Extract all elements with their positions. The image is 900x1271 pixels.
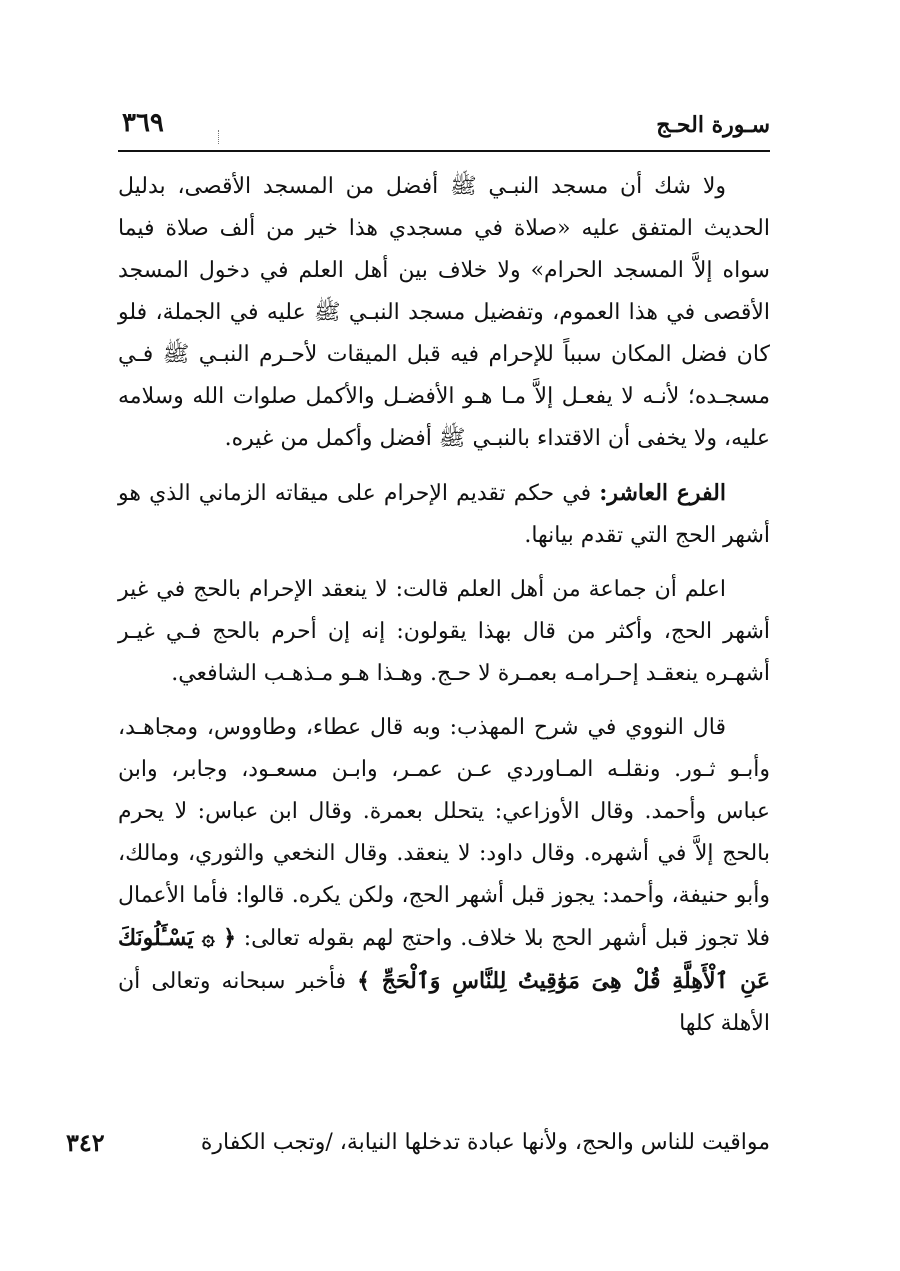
paragraph-1 xyxy=(118,166,770,460)
paragraph-text: اعلم أن جماعة من أهل العلم قالت: لا ينعقد الإحرام بالحج في غير أشهر الحج، وأكثر من قال بهذا يقولون: إنه إن أحرم بالحج فـي غيـر أشهـره ينعقـد إحـرامـه بعمـرة لا حـج. وهـذا هـو مـذهـب الشافعي. xyxy=(118,577,770,686)
header-divider-mark xyxy=(218,130,220,144)
page-header xyxy=(118,100,770,150)
paragraph-text-after-verse: فأخبر سبحانه وتعالى أن الأهلة كلها xyxy=(118,969,770,1036)
header-rule xyxy=(118,150,770,152)
final-line: مواقيت للناس والحج، ولأنها عبادة تدخلها النيابة، /وتجب الكفارة xyxy=(200,1130,770,1155)
paragraph-text: في حكم تقديم الإحرام على ميقاته الزماني الذي هو أشهر الحج التي تقدم بيانها. xyxy=(118,481,770,548)
paragraph-text: قال النووي في شرح المهذب: وبه قال عطاء، وطاووس، ومجاهـد، وأبـو ثـور. ونقلـه المـاوردي عـن عمـر، وابـن مسعـود، وجابر، وابن عباس وأحمد. وقال الأوزاعي: يتحلل بعمرة. وقال ابن عباس: لا يحرم بالحج إلاَّ في أشهره. وقال داود: لا ينعقد. وقال النخعي والثوري، ومالك، وأبو حنيفة، وأحمد: يجوز قبل أشهر الحج، ولكن يكره. قالوا: فأما الأعمال فلا تجوز قبل أشهر الحج بلا خلاف. واحتج لهم بقوله تعالى: xyxy=(118,715,771,951)
paragraph-text: ولا شك أن مسجد النبـي ﷺ أفضل من المسجد الأقصى، بدليل الحديث المتفق عليه «صلاة في مسجدي هذا خير من ألف صلاة فيما سواه إلاَّ المسجد الحرام» ولا خلاف بين أهل العلم في دخول المسجد الأقصى في هذا العموم، وتفضيل مسجد النبـي ﷺ عليه في الجملة، فلو كان فضل المكان سبباً للإحرام فيه قبل الميقات لأحـرم النبـي ﷺ فـي مسجـده؛ لأنـه لا يفعـل إلاَّ مـا هـو الأفضـل والأكمل صلوات الله وسلامه عليه، ولا يخفى أن الاقتداء بالنبـي ﷺ أفضل وأكمل من غيره. xyxy=(118,174,770,451)
paragraph-2 xyxy=(118,472,770,557)
main-text xyxy=(118,166,770,1057)
page-number: ٣٦٩ xyxy=(122,108,164,138)
surah-title: سـورة الحـج xyxy=(656,112,770,138)
quran-verse: ﴿ ۞ يَسْـَٔلُونَكَ عَنِ ٱلْأَهِلَّةِ قُلْ هِىَ مَوَٰقِيتُ لِلنَّاسِ وَٱلْحَجِّ ﴾ xyxy=(118,925,770,994)
paragraph-4 xyxy=(118,707,770,1045)
margin-page-reference: ٣٤٢ xyxy=(66,1128,105,1157)
paragraph-3 xyxy=(118,569,770,695)
section-heading: الفرع العاشر: xyxy=(599,480,727,506)
